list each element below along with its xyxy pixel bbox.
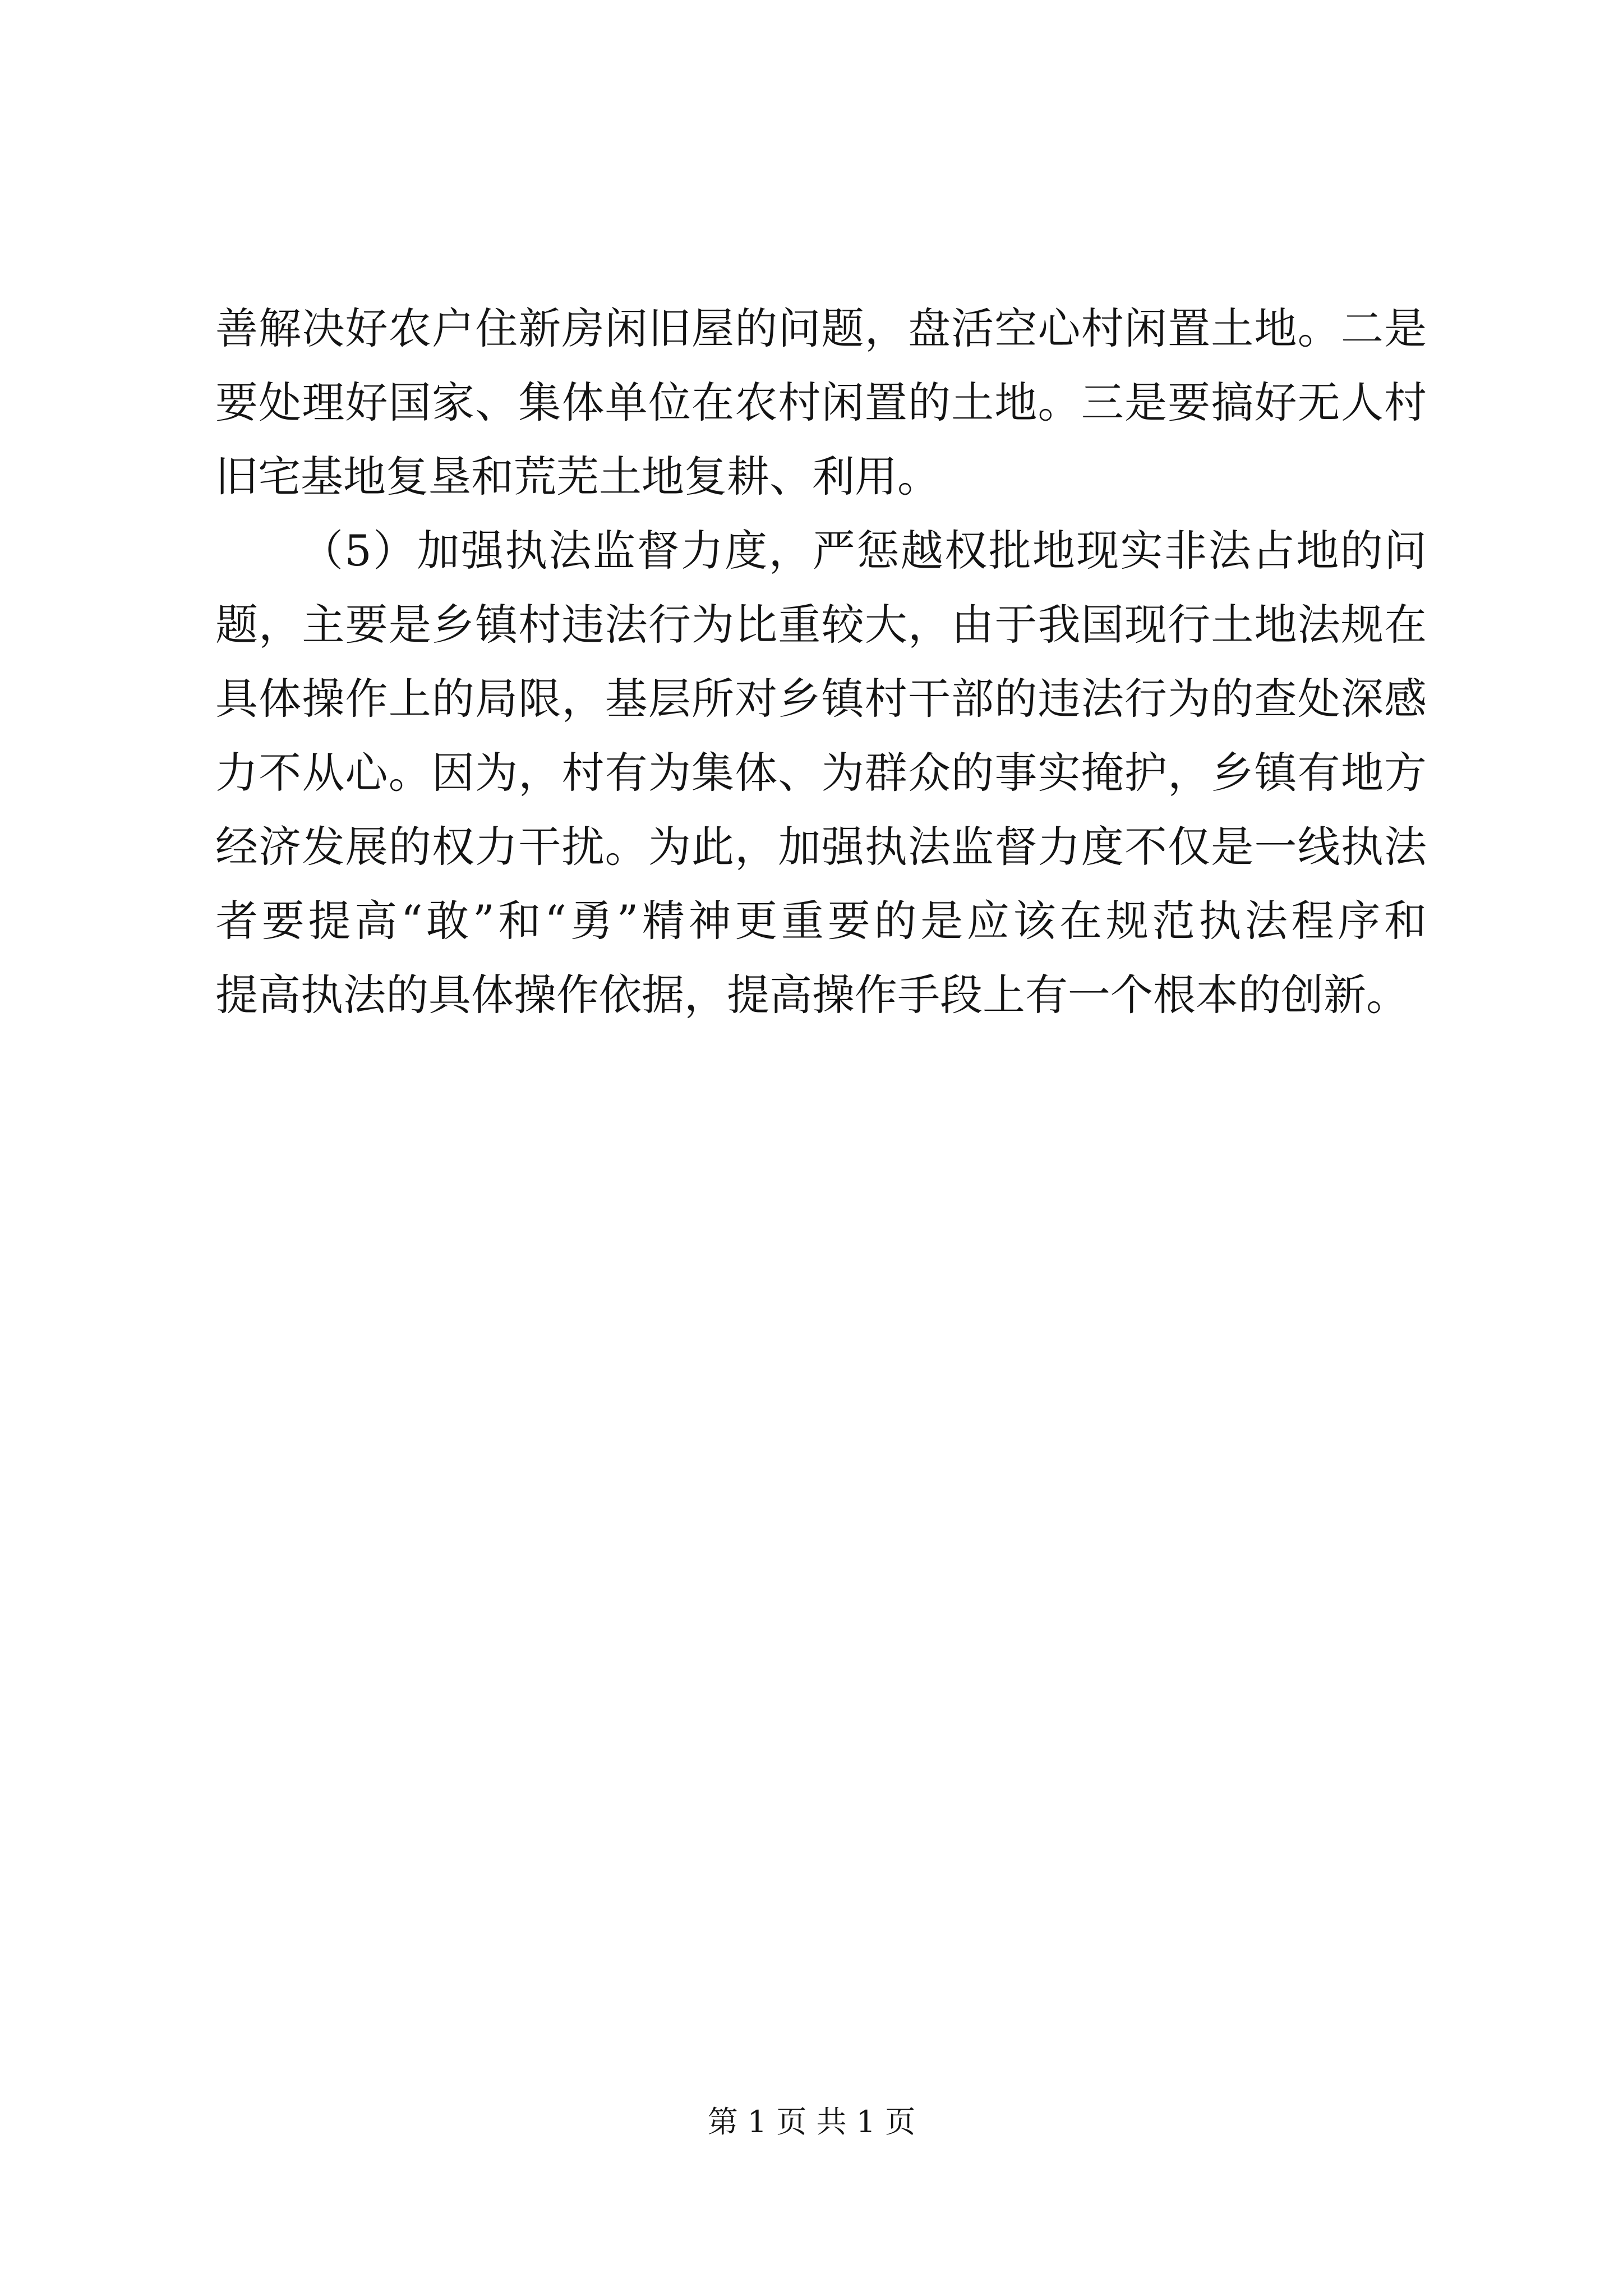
- text-line: （5）加强执法监督力度，严惩越权批地现实非法占地的问: [301, 526, 1427, 576]
- text-line: 力不从心。因为，村有为集体、为群众的事实掩护，乡镇有地方: [215, 748, 1427, 798]
- paragraph-2: [215, 514, 1427, 1032]
- text-line: 提高执法的具体操作依据，提高操作手段上有一个根本的创新。: [215, 970, 1409, 1020]
- text-line: 要处理好国家、集体单位在农村闲置的土地。三是要搞好无人村: [215, 378, 1427, 427]
- page-number-footer: 第 1 页 共 1 页: [707, 2104, 916, 2139]
- text-line: 者要提高“敢”和“勇”精神更重要的是应该在规范执法程序和: [215, 896, 1427, 946]
- text-line: 具体操作上的局限，基层所对乡镇村干部的违法行为的查处深感: [215, 674, 1427, 724]
- document-body: [215, 292, 1427, 1032]
- text-line: 题，主要是乡镇村违法行为比重较大，由于我国现行土地法规在: [215, 600, 1427, 650]
- paragraph-1: [215, 292, 1427, 514]
- text-line: 经济发展的权力干扰。为此，加强执法监督力度不仅是一线执法: [215, 822, 1427, 872]
- text-line: 善解决好农户住新房闲旧屋的问题，盘活空心村闲置土地。二是: [215, 303, 1427, 353]
- text-line: 旧宅基地复垦和荒芜土地复耕、利用。: [215, 452, 940, 501]
